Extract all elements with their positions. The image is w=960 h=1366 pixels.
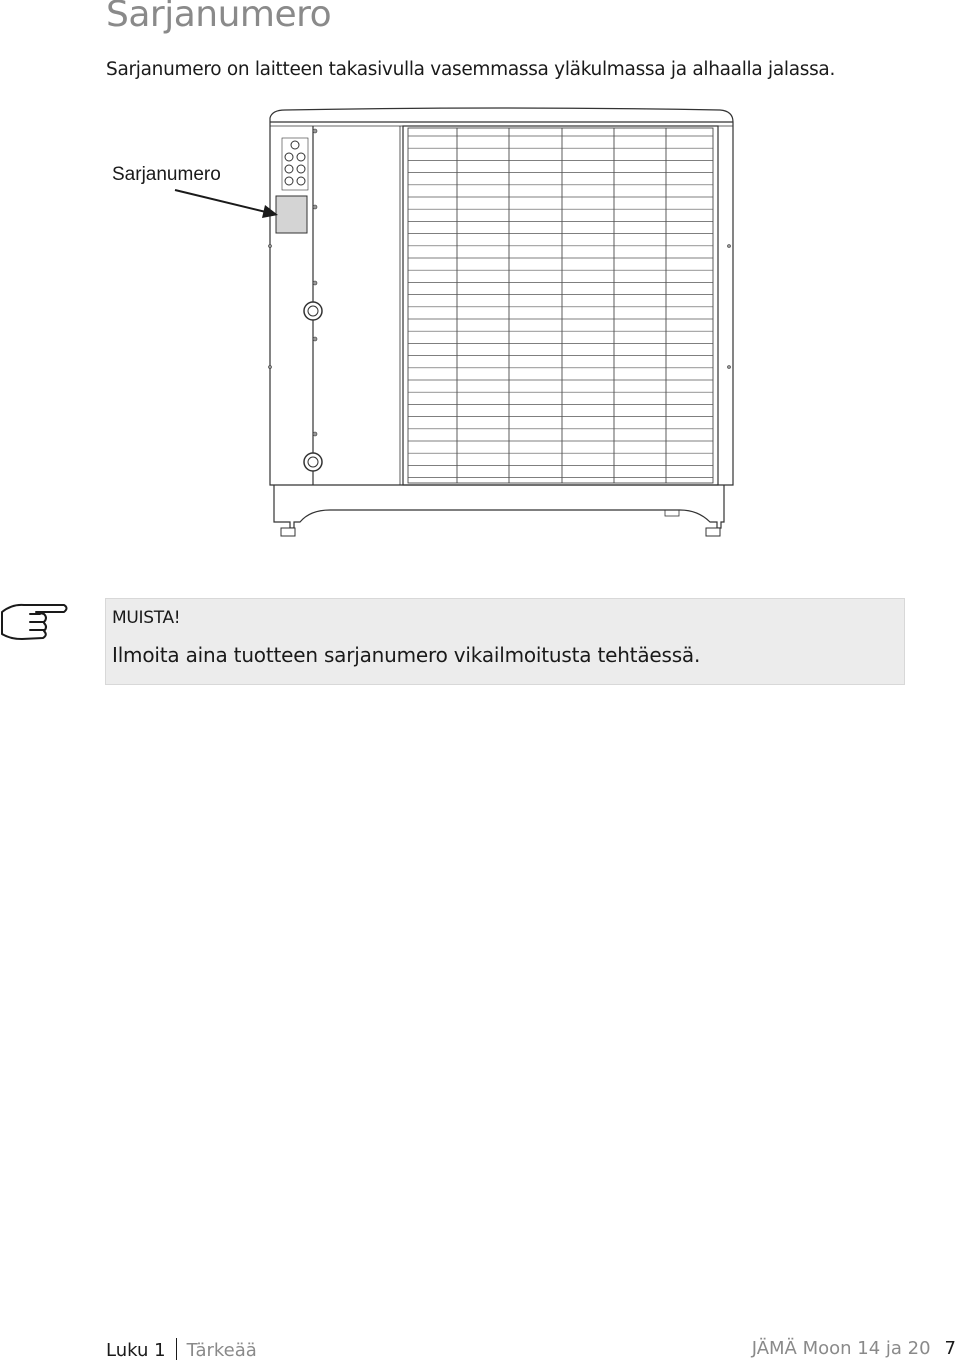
footer-chapter-info [106, 1338, 257, 1361]
footer-chapter: Luku 1 [106, 1340, 166, 1361]
intro-paragraph: Sarjanumero on laitteen takasivulla vasemmassa yläkulmassa ja alhaalla jalassa. [106, 59, 836, 80]
page-title: Sarjanumero [106, 0, 332, 35]
note-heading: MUISTA! [112, 608, 181, 628]
note-box [105, 598, 905, 685]
pointing-hand-icon [0, 598, 70, 644]
note-text: Ilmoita aina tuotteen sarjanumero vikailmoitusta tehtäessä. [112, 643, 701, 667]
page-footer [106, 1338, 958, 1364]
footer-divider [176, 1338, 177, 1360]
figure-callout-label: Sarjanumero [112, 164, 221, 185]
footer-product: JÄMÄ Moon 14 ja 20 [751, 1338, 931, 1359]
heat-pump-rear-figure [100, 105, 760, 545]
page-number: 7 [944, 1338, 956, 1359]
footer-section: Tärkeää [186, 1340, 257, 1361]
footer-product-info [752, 1338, 956, 1359]
